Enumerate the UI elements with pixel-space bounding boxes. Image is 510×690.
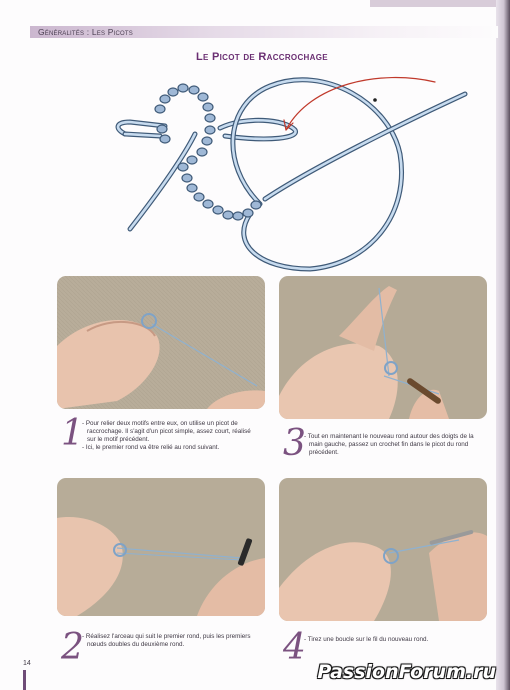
step-1-photo	[57, 276, 265, 409]
step-1-line-1: - Pour relier deux motifs entre eux, on utilise un picot de raccrochage. Il s'agit d'un picot simple, assez court, réalisé sur le motif précédent.	[82, 420, 251, 443]
watermark: PassionForum.ru	[317, 661, 496, 683]
step-3-line-1: - Tout en maintenant le nouveau rond autour des doigts de la main gauche, passez un crochet fin dans le picot du rond précédent.	[304, 433, 474, 456]
scan-edge	[496, 0, 510, 690]
step-1-number: 1	[61, 413, 84, 454]
step-2-number: 2	[61, 627, 84, 668]
page-tab-marker	[23, 670, 26, 690]
page-title: Le Picot de Raccrochage	[196, 51, 328, 63]
step-4-number: 4	[283, 627, 306, 668]
tatting-diagram	[110, 64, 480, 284]
step-1-caption	[82, 420, 260, 452]
section-header: Généralités : Les Picots	[38, 27, 133, 37]
scan-top-strip	[370, 0, 496, 7]
step-2-line-1: - Réalisez l'arceau qui suit le premier rond, puis les premiers nœuds doubles du deuxième rond.	[82, 633, 251, 648]
step-3-caption	[304, 433, 482, 457]
step-1-line-2: - Ici, le premier rond va être relié au rond suivant.	[82, 443, 220, 451]
step-3-photo	[279, 276, 487, 419]
step-2-photo	[57, 478, 265, 616]
step-2-caption	[82, 633, 260, 649]
step-4-photo	[279, 478, 487, 621]
step-4-caption	[304, 636, 482, 644]
step-4-line-1: - Tirez une boucle sur le fil du nouveau rond.	[304, 636, 429, 643]
page-number: 14	[23, 660, 31, 667]
step-3-number: 3	[283, 423, 306, 464]
